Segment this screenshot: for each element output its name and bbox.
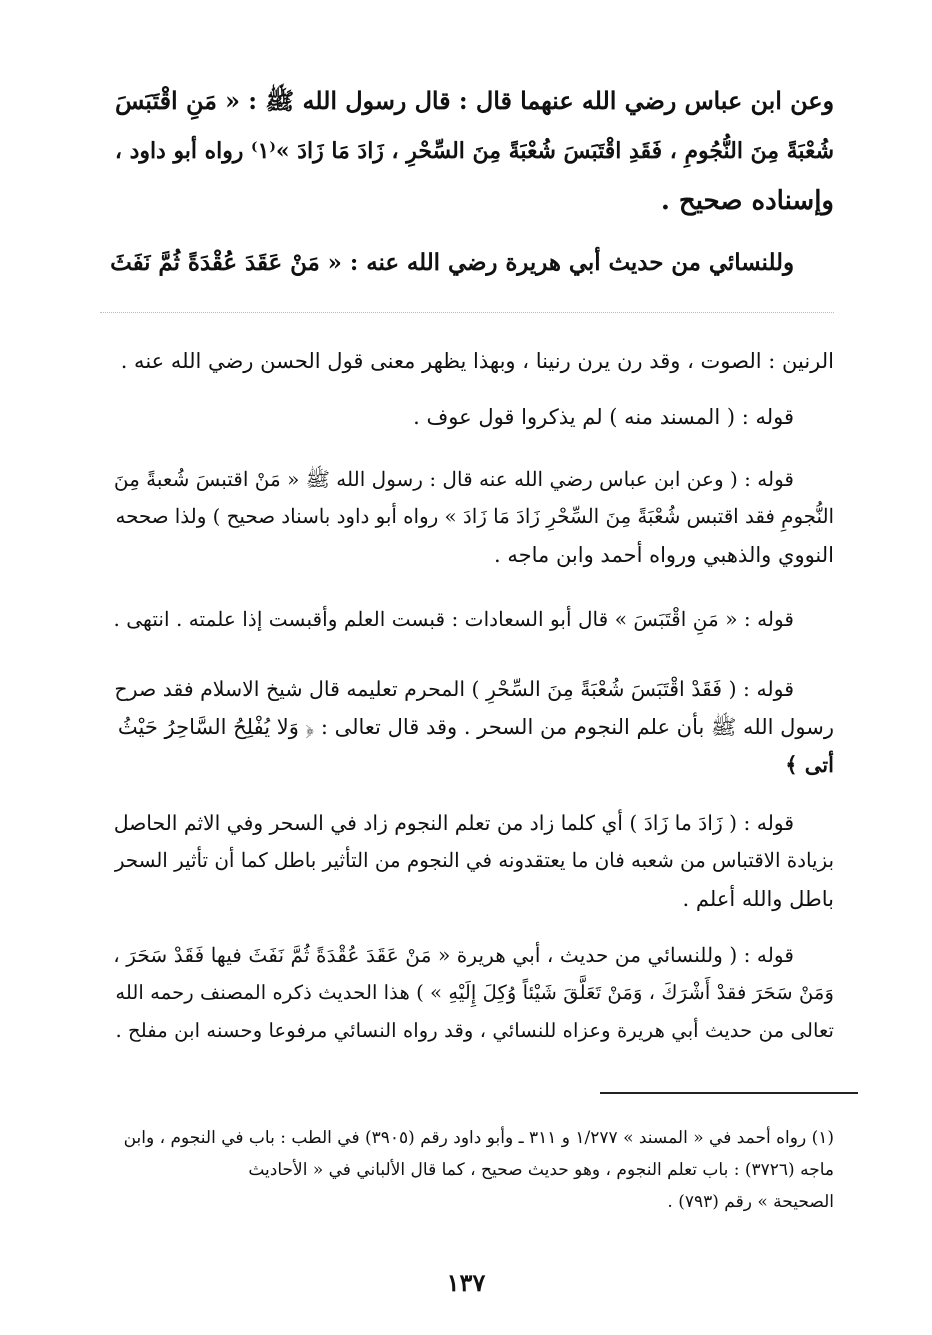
commentary-paragraph: [100, 600, 834, 638]
commentary-paragraph: [100, 804, 834, 918]
commentary-paragraph: [100, 398, 834, 436]
footnote: [100, 1122, 834, 1218]
text-line: ماجه (٣٧٢٦) : باب تعلم النجوم ، وهو حديث صحيح ، كما قال الألباني في « الأحاديث: [248, 1160, 834, 1180]
text-line: (١) رواه أحمد في « المسند » ١/٢٧٧ و ٣١١ ـ وأبو داود رقم (٣٩٠٥) في الطب : باب في النجوم ، وابن: [123, 1128, 834, 1148]
text-line: وإسناده صحيح .: [660, 186, 834, 216]
commentary-paragraph: [100, 670, 834, 784]
footnote-separator: [600, 1092, 858, 1094]
hadith-abu-hurairah: [100, 238, 834, 288]
text-line: قوله : ( وعن ابن عباس رضي الله عنه قال : رسول الله ﷺ « مَنْ اقتبسَ شُعبةً مِنَ: [113, 467, 794, 491]
text-line: قوله : ( زَادَ ما زَادَ ) أي كلما زاد من تعلم النجوم زاد في السحر وفي الاثم الحاصل: [113, 811, 794, 835]
commentary-paragraph: [100, 460, 834, 574]
hadith-ibn-abbas: [100, 76, 834, 226]
text-line: وَمَنْ سَحَرَ فقدْ أَشْرَكَ ، وَمَنْ تَعَلَّقَ شَيْئاً وُكِلَ إِلَيْهِ » ) هذا الحديث ذكره المصنف رحمه الله: [115, 981, 834, 1004]
text-line: قوله : ( وللنسائي من حديث ، أبي هريرة « مَنْ عَقَدَ عُقْدَةً ثُمَّ نَفَثَ فيها فَقَدْ سَحَرَ ،: [113, 943, 794, 967]
text-line: وللنسائي من حديث أبي هريرة رضي الله عنه : « مَنْ عَقَدَ عُقْدَةً ثُمَّ نَفَثَ: [110, 250, 794, 276]
text-line: النُّجومِ فقد اقتبس شُعْبَةً مِنَ السِّحْرِ زَادَ مَا زَادَ » رواه أبو داود باسناد صحيح ) ولذا صححه: [115, 505, 834, 528]
commentary-paragraph: [100, 342, 834, 380]
text-line: بزيادة الاقتباس من شعبه فان ما يعتقدونه في النجوم من التأثير باطل كما أن تأثير السحر: [114, 849, 834, 872]
text-line: وعن ابن عباس رضي الله عنهما قال : قال رسول الله ﷺ : « مَنِ اقْتَبَسَ: [114, 87, 834, 115]
text-line: تعالى من حديث أبي هريرة وعزاه للنسائي ، وقد رواه النسائي مرفوعا وحسنه ابن مفلح .: [115, 1019, 834, 1042]
text-line: شُعْبَةً مِنَ النُّجُومِ ، فَقَدِ اقْتَبَسَ شُعْبَةً مِنَ السِّحْرِ ، زَادَ مَا زَادَ »⁽١⁾ رواه أبو داود ،: [114, 138, 834, 164]
text-line: قوله : ( فَقَدْ اقْتَبَسَ شُعْبَةً مِنَ السِّحْرِ ) المحرم تعليمه قال شيخ الاسلام فقد صرح: [114, 677, 794, 701]
commentary-paragraph: [100, 936, 834, 1050]
page-number: ١٣٧: [446, 1268, 486, 1297]
text-line: أتى ﴾: [785, 752, 834, 777]
text-line: الصحيحة » رقم (٧٩٣) .: [667, 1192, 834, 1212]
text-line: الرنين : الصوت ، وقد رن يرن رنينا ، وبهذا يظهر معنى قول الحسن رضي الله عنه .: [120, 349, 834, 373]
text-line: باطل والله أعلم .: [682, 887, 834, 911]
section-divider: [100, 312, 834, 313]
text-line: قوله : ( المسند منه ) لم يذكروا قول عوف .: [413, 405, 794, 429]
text-line: رسول الله ﷺ بأن علم النجوم من السحر . وقد قال تعالى : ﴿ وَلا يُفْلِحُ السَّاحِرُ حَيْثُ: [117, 715, 834, 739]
text-line: قوله : « مَنِ اقْتَبَسَ » قال أبو السعادات : قبست العلم وأقبست إذا علمته . انتهى .: [113, 607, 794, 631]
text-line: النووي والذهبي ورواه أحمد وابن ماجه .: [494, 543, 834, 567]
